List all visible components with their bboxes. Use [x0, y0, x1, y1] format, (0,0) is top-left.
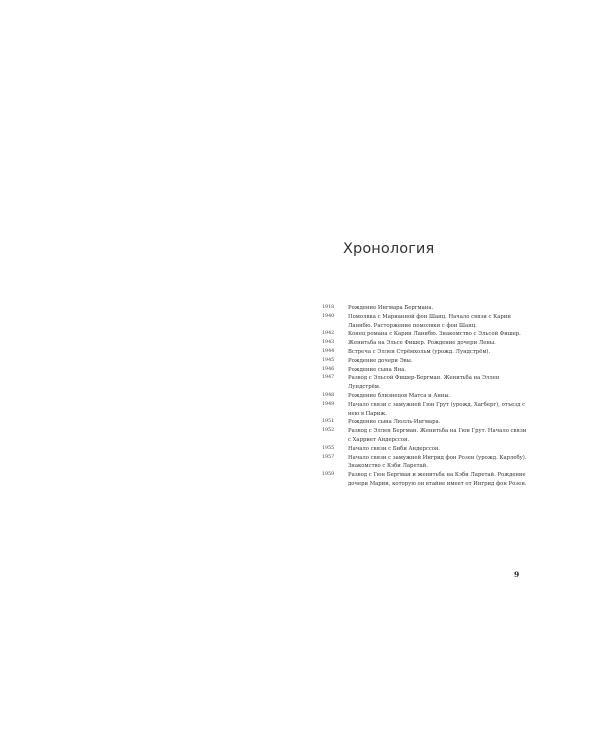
entry-text: Начало связи с замужней Гюн Грут (урожд. Хагберг), отъезд с нею в Париж. — [348, 401, 526, 417]
chronology-entry — [322, 339, 527, 348]
entry-year: 1918 — [322, 305, 335, 310]
entry-text: Помолвка с Марианной фон Шанц. Начало связи с Карин Ланнбю. Расторжение помолвки с фон Шанц. — [348, 313, 511, 329]
entry-year: 1943 — [322, 340, 335, 346]
entry-year: 1951 — [322, 419, 335, 425]
entry-year: 1947 — [322, 375, 335, 381]
entry-text: Рождение Ингмара Бергмана. — [348, 305, 434, 311]
entry-text: Рождение сына Яна. — [348, 366, 407, 373]
chronology-entry — [322, 471, 527, 489]
entry-text: Начало связи с замужней Ингрид фон Розен (урожд. Карлебу). Знакомство с Кэби Ларетай. — [348, 454, 527, 470]
chronology-entry — [322, 330, 527, 339]
entry-year: 1952 — [322, 428, 335, 434]
entry-year: 1942 — [322, 331, 335, 337]
entry-text: Начало связи с Биби Андерссон. — [348, 445, 441, 452]
entry-text: Рождение близнецов Матса и Анны. — [348, 392, 451, 399]
entry-year: 1944 — [322, 348, 335, 354]
entry-year: 1959 — [322, 472, 335, 478]
entry-text: Развод с Гюн Бергман и женитьба на Кэби Ларетай. Рождение дочери Марии, которую он втайне имеет от Ингрид фон Розен. — [348, 472, 527, 487]
chronology-entry — [322, 445, 527, 454]
entry-year: 1949 — [322, 401, 335, 407]
entry-text: Встреча с Эллен Стрёмхольм (урожд. Лундстрём). — [348, 348, 491, 355]
chronology-entry — [322, 454, 527, 472]
chronology-entry — [322, 304, 527, 313]
page-number: 9 — [514, 570, 520, 579]
entry-year: 1957 — [322, 454, 335, 460]
entry-text: Развод с Эллен Бергман. Женитьба на Гюн Грут. Начало связи с Харриет Андерссон. — [348, 428, 527, 443]
entry-year: 1945 — [322, 357, 335, 363]
chronology-entry — [322, 357, 527, 366]
chronology-entry — [322, 392, 527, 401]
chapter-title: Хронология — [343, 241, 435, 257]
chronology-entry — [322, 313, 527, 331]
entry-year: 1946 — [322, 366, 335, 372]
entry-text: Рождение дочери Эвы. — [348, 357, 413, 364]
chronology-entry — [322, 348, 527, 357]
chronology-entry — [322, 427, 527, 445]
entry-year: 1940 — [322, 313, 335, 319]
entry-text: Женитьба на Эльсе Фишер. Рождение дочери Лены. — [348, 340, 496, 347]
chronology-list — [322, 304, 527, 489]
entry-text: Рождение сына Люлль-Ингмара. — [348, 419, 441, 426]
entry-year: 1955 — [322, 445, 335, 451]
chronology-entry — [322, 401, 527, 419]
entry-text: Конец романа с Карин Ланнбю. Знакомство с Эльсой Фишер. — [348, 331, 521, 338]
chronology-entry — [322, 418, 527, 427]
chronology-entry — [322, 374, 527, 392]
entry-year: 1948 — [322, 392, 335, 398]
entry-text: Развод с Эльсой Фишер-Бергман. Женитьба на Эллен Лундстрём. — [348, 375, 500, 391]
chronology-entry — [322, 366, 527, 375]
